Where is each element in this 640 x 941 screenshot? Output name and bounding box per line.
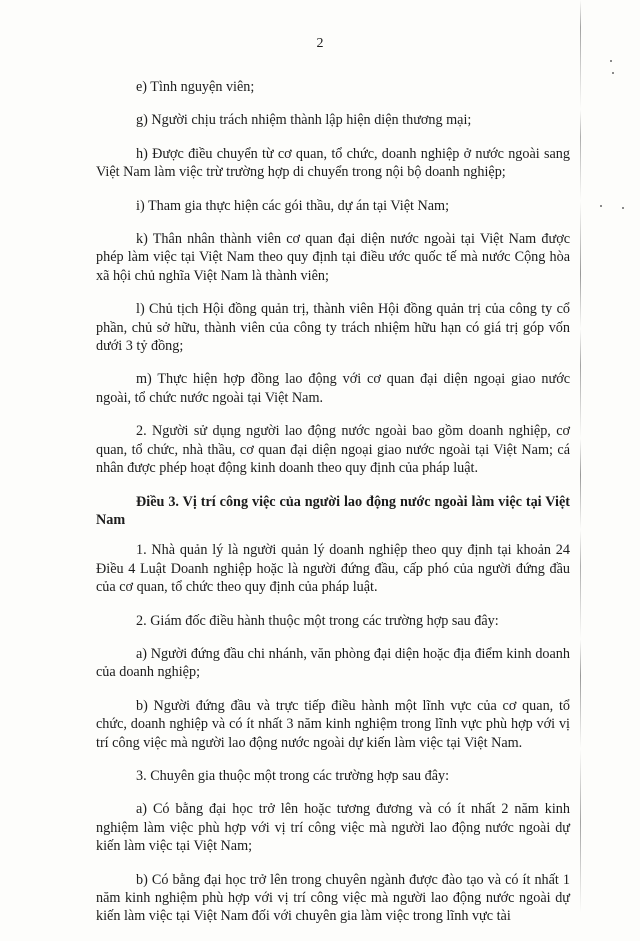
paragraph-l: l) Chủ tịch Hội đồng quản trị, thành viên Hội đồng quản trị của công ty cổ phần, chủ sở hữu, thành viên của công ty trách nhiệm hữu hạn có giá trị góp vốn dưới 3 tỷ đồng; (96, 301, 570, 355)
paragraph-clause-2: 2. Người sử dụng người lao động nước ngoài bao gồm doanh nghiệp, cơ quan, tổ chức, nhà thầu, cơ quan đại diện ngoại giao nước ngoài tại Việt Nam; cá nhân được phép hoạt động kinh doanh theo quy định của pháp luật. (96, 423, 570, 477)
scan-speck (622, 207, 624, 209)
paragraph-i: i) Tham gia thực hiện các gói thầu, dự án tại Việt Nam; (136, 197, 450, 214)
scan-edge-line (580, 0, 581, 913)
article-3-clause-2: 2. Giám đốc điều hành thuộc một trong các trường hợp sau đây: (136, 612, 499, 629)
article-3-clause-1: 1. Nhà quản lý là người quản lý doanh nghiệp theo quy định tại khoản 24 Điều 4 Luật Doanh nghiệp hoặc là người đứng đầu, cấp phó của người đứng đầu của cơ quan, tổ chức theo quy định của pháp luật. (96, 542, 570, 596)
document-body (96, 78, 570, 941)
page-number: 2 (316, 36, 324, 51)
article-3-heading: Điều 3. Vị trí công việc của người lao động nước ngoài làm việc tại Việt Nam (96, 493, 570, 528)
article-3-clause-3b: b) Có bằng đại học trở lên trong chuyên ngành được đào tạo và có ít nhất 1 năm kinh nghiệm phù hợp với vị trí công việc mà người lao động nước ngoài dự kiến làm việc tại Việt Nam đối với chuyên gia làm việc trong lĩnh vực tài (96, 871, 570, 925)
scan-speck (600, 205, 602, 207)
article-3-clause-3a: a) Có bằng đại học trở lên hoặc tương đương và có ít nhất 2 năm kinh nghiệm làm việc phù hợp với vị trí công việc mà người lao động nước ngoài dự kiến làm việc tại Việt Nam; (96, 801, 570, 855)
article-3-clause-2a: a) Người đứng đầu chi nhánh, văn phòng đại diện hoặc địa điểm kinh doanh của doanh nghiệp; (96, 645, 570, 681)
article-3-clause-2b: b) Người đứng đầu và trực tiếp điều hành một lĩnh vực của cơ quan, tổ chức, doanh nghiệp và có ít nhất 3 năm kinh nghiệm trong lĩnh vực phù hợp với vị trí công việc mà người lao động nước ngoài dự kiến làm việc tại Việt Nam. (96, 697, 570, 751)
paragraph-h: h) Được điều chuyển từ cơ quan, tổ chức, doanh nghiệp ở nước ngoài sang Việt Nam làm việc trừ trường hợp di chuyển trong nội bộ doanh nghiệp; (96, 145, 570, 181)
paragraph-e: e) Tình nguyện viên; (136, 79, 255, 95)
paragraph-m: m) Thực hiện hợp đồng lao động với cơ quan đại diện ngoại giao nước ngoài, tổ chức nước ngoài tại Việt Nam. (96, 371, 570, 406)
paragraph-g: g) Người chịu trách nhiệm thành lập hiện diện thương mại; (136, 112, 472, 129)
paragraph-k: k) Thân nhân thành viên cơ quan đại diện nước ngoài tại Việt Nam được phép làm việc tại Việt Nam theo quy định tại điều ước quốc tế mà nước Cộng hòa xã hội chủ nghĩa Việt Nam là thành viên; (96, 231, 570, 284)
scan-speck (610, 60, 612, 62)
scan-speck (612, 72, 614, 74)
article-3-clause-3: 3. Chuyên gia thuộc một trong các trường hợp sau đây: (136, 767, 450, 784)
